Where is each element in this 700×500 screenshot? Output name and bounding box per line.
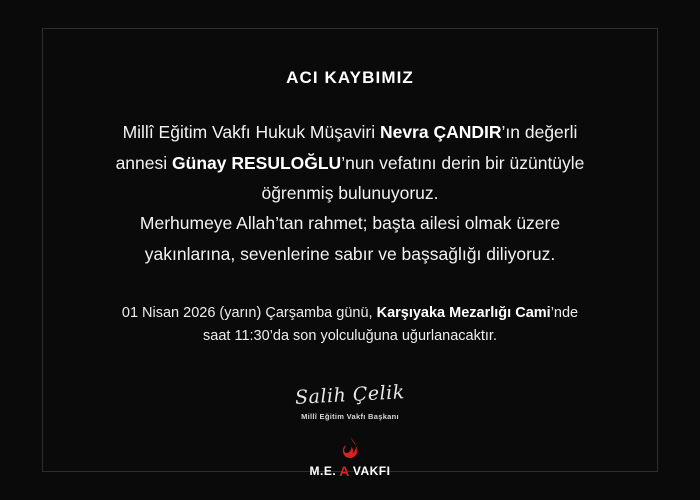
- notice-content: [70, 56, 630, 479]
- page-title: ACI KAYBIMIZ: [286, 68, 414, 87]
- deceased-relative-name: Nevra ÇANDIR: [379, 122, 502, 143]
- line2-pre-text: annesi: [115, 152, 173, 173]
- funeral-line-1: [70, 302, 630, 325]
- announcement-line-5: yakınlarına, sevenlerine sabır ve başsağlığı diliyoruz.: [144, 243, 556, 264]
- signature-name: Salih Çelik: [294, 381, 406, 410]
- signature-title: Millî Eğitim Vakfı Başkanı: [301, 412, 399, 422]
- funeral-line-2: saat 11:30’da son yolculuğuna uğurlanacaktır.: [203, 328, 497, 345]
- funeral-location: Karşıyaka Mezarlığı Cami: [376, 305, 551, 322]
- signature-block: [70, 381, 630, 480]
- announcement-line-3: öğrenmiş bulunuyoruz.: [261, 183, 439, 204]
- funeral-date-text: 01 Nisan 2026 (yarın) Çarşamba günü,: [121, 305, 377, 322]
- main-announcement-text: [70, 118, 630, 268]
- logo-mark-a: A: [339, 463, 350, 480]
- announcement-line-1: [70, 118, 630, 146]
- organization-logo: [70, 435, 630, 479]
- line1-post-text: ’ın değerli: [501, 122, 578, 143]
- deceased-name: Günay RESULOĞLU: [172, 152, 342, 173]
- funeral-details-text: [70, 302, 630, 348]
- announcement-line-4: Merhumeye Allah’tan rahmet; başta ailesi olmak üzere: [139, 213, 561, 234]
- flame-icon: [339, 435, 361, 461]
- logo-text-right: VAKFI: [352, 464, 391, 479]
- line1-pre-text: Millî Eğitim Vakfı Hukuk Müşaviri: [122, 122, 380, 143]
- funeral-line1-post-text: ’nde: [550, 305, 579, 322]
- logo-text-left: M.E.: [309, 464, 337, 479]
- line2-post-text: ’nun vefatını derin bir üzüntüyle: [341, 152, 585, 173]
- announcement-line-2: [70, 149, 630, 177]
- logo-wordmark: [310, 463, 391, 479]
